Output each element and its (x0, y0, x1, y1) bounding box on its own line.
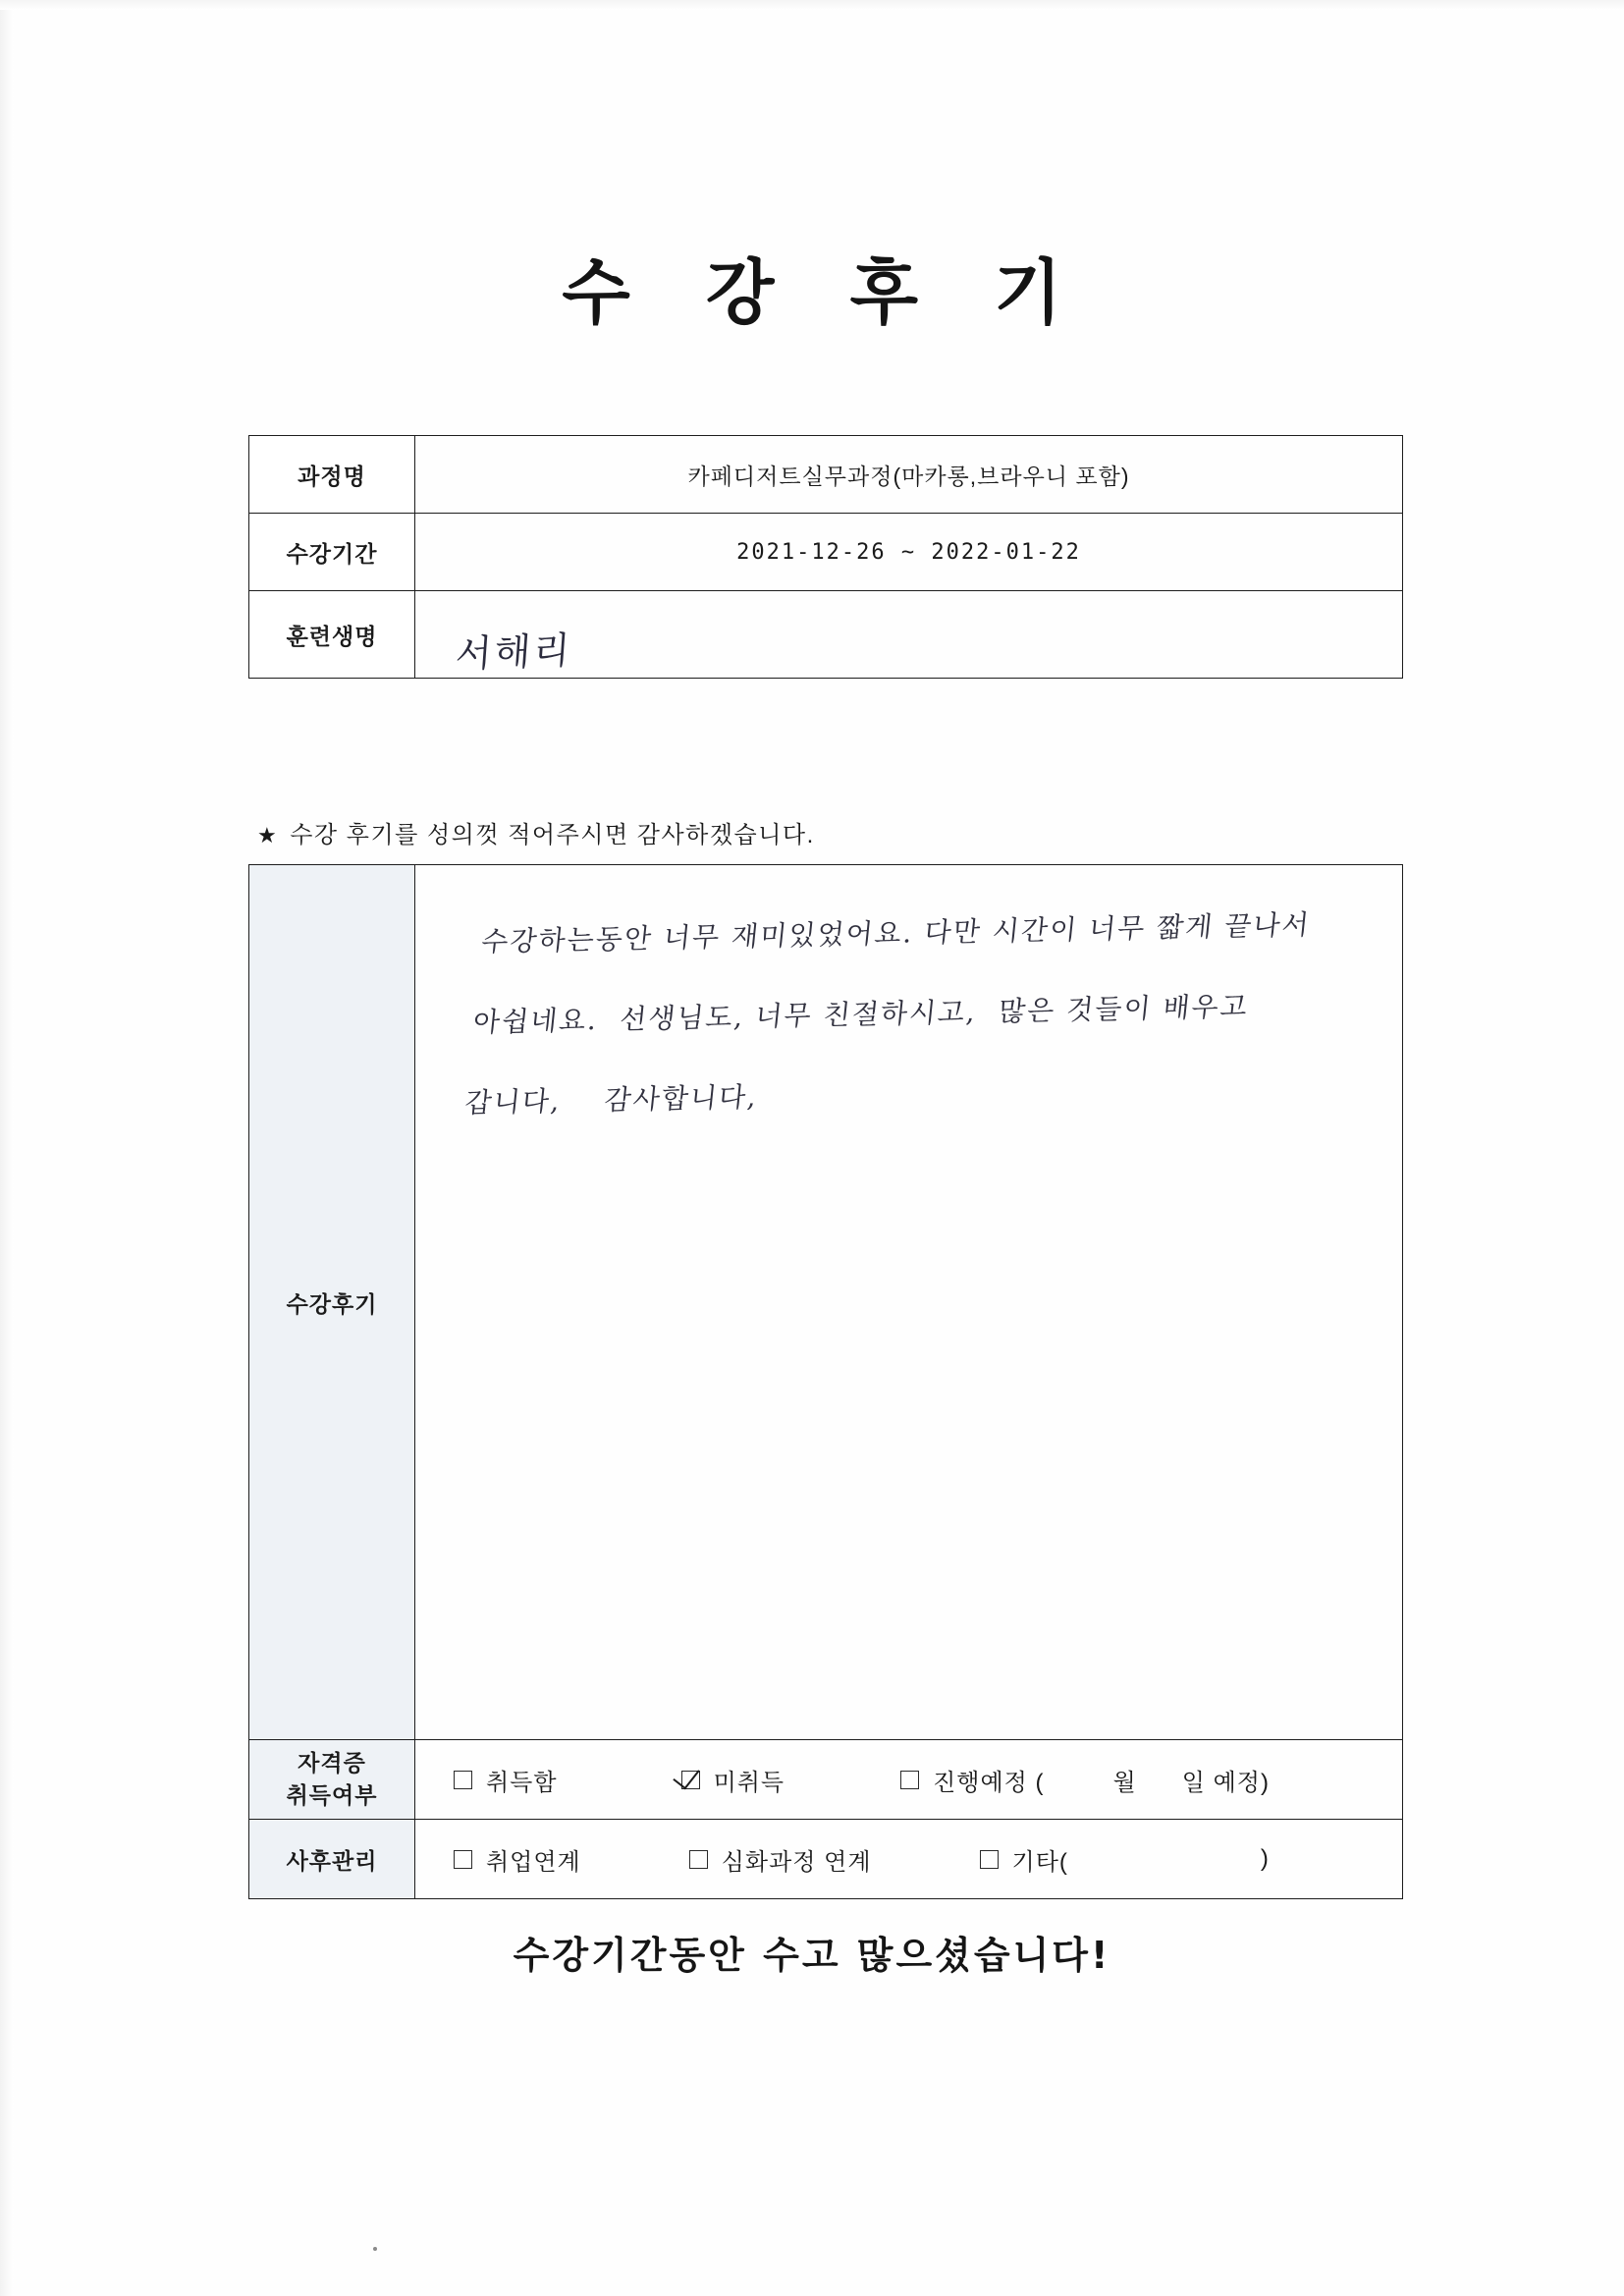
aftercare-option-other-label: 기타( (1011, 1848, 1068, 1876)
aftercare-row-label: 사후관리 (249, 1820, 415, 1899)
handwritten-trainee-name: 서해리 (454, 628, 574, 676)
review-body-cell[interactable] (415, 865, 1403, 1740)
aftercare-options-cell (415, 1820, 1403, 1899)
aftercare-option-other[interactable] (980, 1842, 1270, 1877)
table-row (249, 591, 1403, 679)
review-row-label: 수강후기 (249, 865, 415, 1740)
handwritten-review-text: 수강하는동안 너무 재미있었어요. 다만 시간이 너무 짧게 끝나서 아쉽네요. 선생님도, 너무 친절하시고, 많은 것들이 배우고 갑니다, 감사합니다, (462, 908, 1313, 1120)
certificate-option-acquired[interactable] (454, 1763, 558, 1797)
aftercare-other-close-paren: ) (1260, 1845, 1270, 1872)
aftercare-option-advanced-course-label: 심화과정 연계 (721, 1848, 872, 1876)
certificate-row-label (249, 1740, 415, 1820)
scan-artifact-dot (373, 2247, 377, 2251)
table-row (249, 514, 1403, 591)
certificate-option-not-acquired[interactable] (681, 1763, 785, 1797)
certificate-options-cell (415, 1740, 1403, 1820)
scan-edge-top (0, 0, 1624, 10)
table-row-aftercare (249, 1820, 1403, 1899)
info-value-trainee (415, 591, 1403, 679)
aftercare-options (416, 1842, 1401, 1877)
certificate-option-acquired-label: 취득함 (486, 1769, 558, 1796)
course-info-table (248, 435, 1403, 679)
page-title: 수 강 후 기 (562, 251, 1088, 334)
checkbox-icon[interactable] (980, 1850, 999, 1869)
aftercare-option-employment-label: 취업연계 (486, 1848, 581, 1876)
certificate-label-line1: 자격증 (298, 1749, 366, 1776)
checkbox-checked-icon[interactable] (681, 1771, 700, 1789)
aftercare-option-employment[interactable] (454, 1842, 581, 1877)
certificate-day-field[interactable]: 일 예정) (1181, 1769, 1270, 1796)
info-value-course: 카페디저트실무과정(마카롱,브라우니 포함) (415, 436, 1403, 514)
info-label-period: 수강기간 (249, 514, 415, 591)
aftercare-option-advanced-course[interactable] (689, 1842, 872, 1877)
table-row (249, 436, 1403, 514)
certificate-month-field[interactable]: 월 (1112, 1769, 1137, 1796)
certificate-options (416, 1763, 1401, 1797)
checkbox-icon[interactable] (454, 1850, 472, 1869)
info-label-course: 과정명 (249, 436, 415, 514)
table-row-review (249, 865, 1403, 1740)
instruction-note-text: 수강 후기를 성의껏 적어주시면 감사하겠습니다. (290, 822, 815, 848)
certificate-option-in-progress-label: 진행예정 ( (933, 1769, 1045, 1796)
info-value-period: 2021-12-26 ~ 2022-01-22 (415, 514, 1403, 591)
checkbox-icon[interactable] (454, 1771, 472, 1789)
info-label-trainee: 훈련생명 (249, 591, 415, 679)
star-icon: ★ (257, 823, 279, 847)
checkbox-icon[interactable] (900, 1771, 919, 1789)
table-row-certificate (249, 1740, 1403, 1820)
checkbox-icon[interactable] (689, 1850, 708, 1869)
review-table (248, 864, 1403, 1899)
footer-message: 수강기간동안 수고 많으셨습니다! (513, 1934, 1111, 1977)
certificate-label-line2: 취득여부 (286, 1782, 378, 1808)
certificate-option-in-progress[interactable] (900, 1763, 1270, 1797)
certificate-option-not-acquired-label: 미취득 (713, 1769, 785, 1796)
instruction-note (257, 815, 815, 849)
